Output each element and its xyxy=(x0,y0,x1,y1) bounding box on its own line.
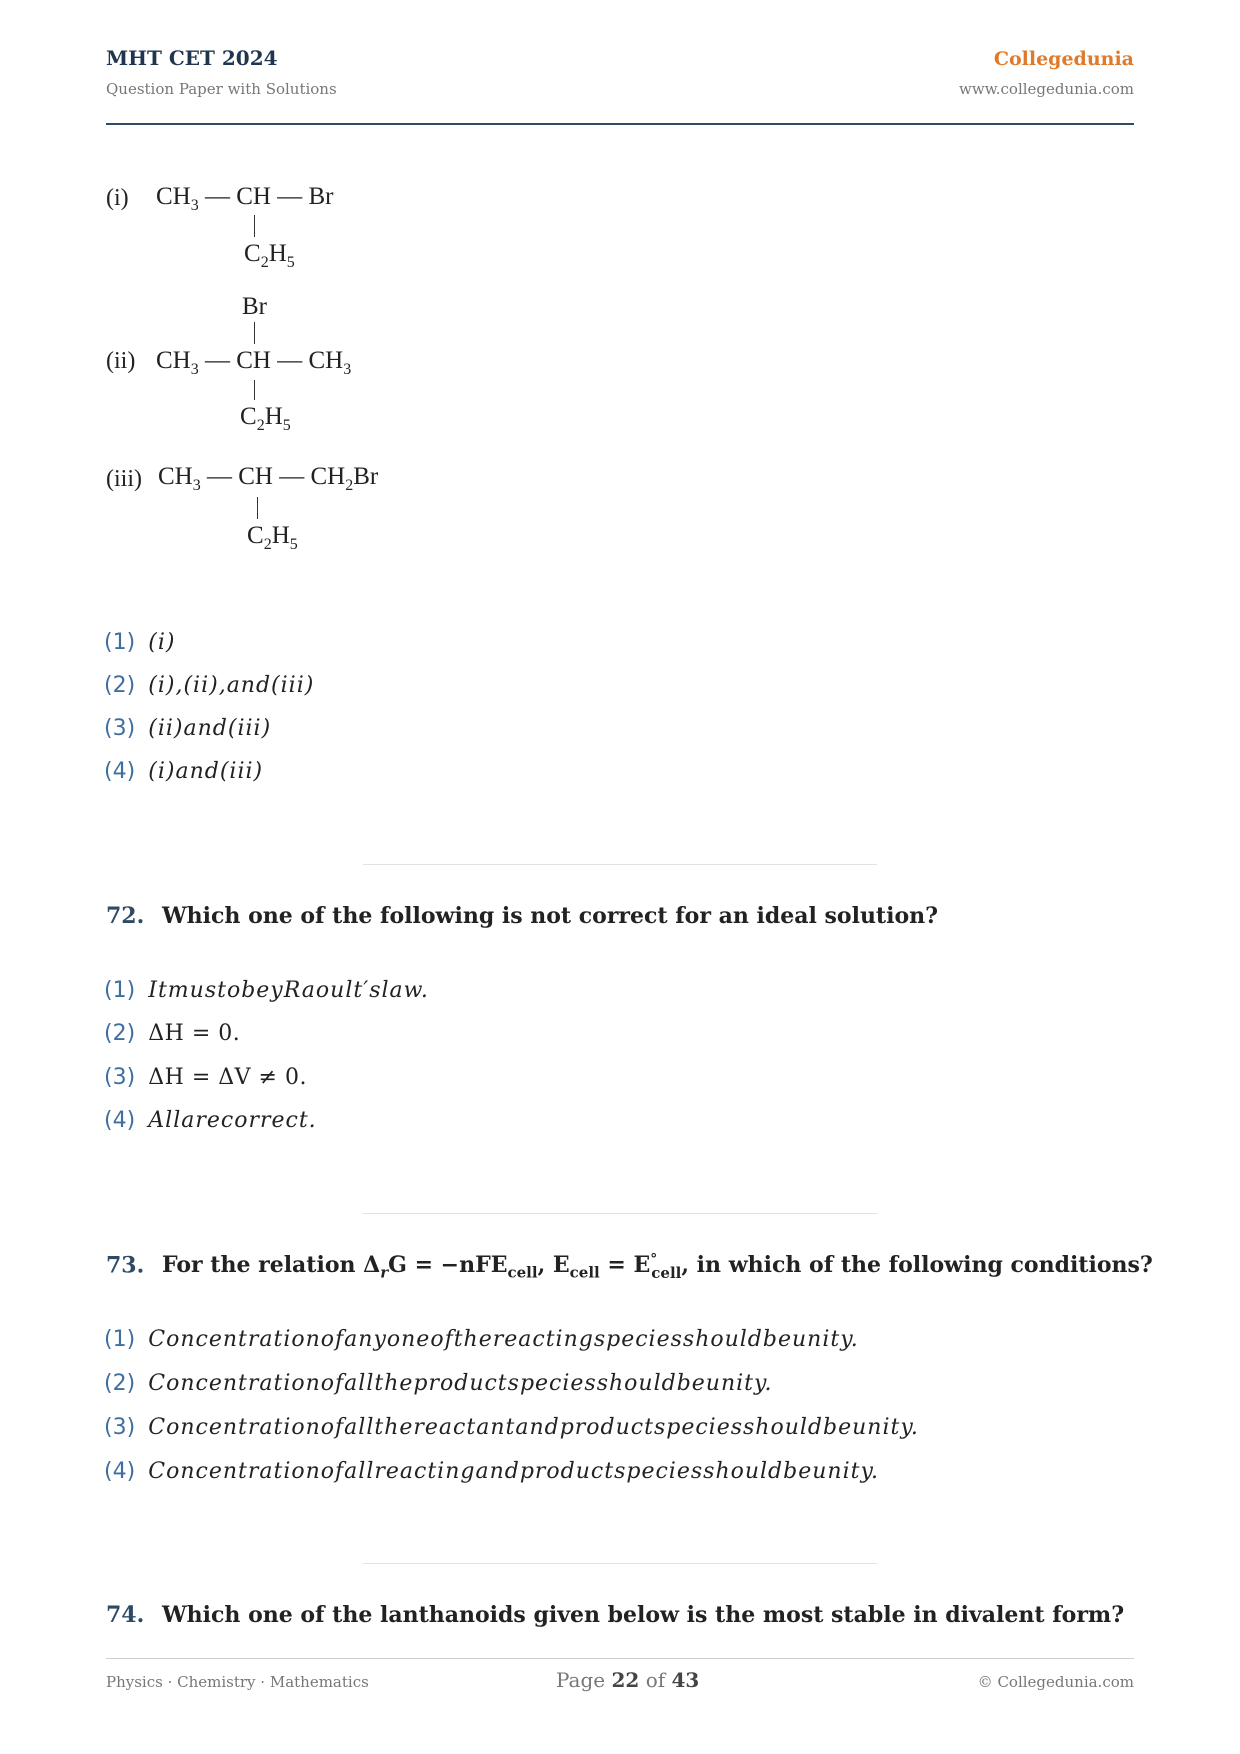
question-72 xyxy=(106,903,938,929)
bond-line xyxy=(254,380,255,400)
option-number: (4) xyxy=(104,1108,136,1133)
question-73 xyxy=(106,1252,1153,1282)
header-title: MHT CET 2024 xyxy=(106,46,278,70)
page-current: 22 xyxy=(611,1668,640,1692)
bond-line xyxy=(254,322,255,344)
substituent-c2h5: $C_2H_5$ xyxy=(247,522,298,553)
option-number: (4) xyxy=(104,759,136,784)
question-separator xyxy=(363,864,877,865)
footer-divider xyxy=(106,1658,1134,1659)
option-text: ItmustobeyRaoult′slaw. xyxy=(148,978,429,1003)
question-text: For the relation $\Delta_rG = -nFE_{cell}$, $E_{cell} = E^\circ_{cell}$, in which of the following conditions? xyxy=(161,1252,1153,1282)
structure-formula: $CH_3$ — CH — Br xyxy=(156,183,334,214)
option-number: (2) xyxy=(104,1021,136,1046)
option-text: (ii)and(iii) xyxy=(148,716,272,741)
option-row[interactable] xyxy=(104,1459,879,1484)
question-number: 74. xyxy=(106,1602,145,1628)
option-number: (1) xyxy=(104,1327,136,1352)
option-row[interactable] xyxy=(104,673,314,698)
option-number: (4) xyxy=(104,1459,136,1484)
option-number: (2) xyxy=(104,673,136,698)
option-row[interactable] xyxy=(104,759,263,784)
header-subtitle: Question Paper with Solutions xyxy=(106,80,337,98)
substituent-c2h5: $C_2H_5$ xyxy=(240,403,291,434)
option-row[interactable] xyxy=(104,978,429,1003)
question-text: Which one of the lanthanoids given below is the most stable in divalent form? xyxy=(161,1602,1125,1628)
header-brand[interactable]: Collegedunia xyxy=(993,48,1134,70)
option-row[interactable] xyxy=(104,1065,307,1090)
substituent-br: Br xyxy=(242,293,267,320)
structure-label: (i) xyxy=(106,185,129,211)
question-number: 72. xyxy=(106,903,145,929)
header-url[interactable]: www.collegedunia.com xyxy=(959,80,1134,98)
option-row[interactable] xyxy=(104,1108,317,1133)
question-74 xyxy=(106,1602,1124,1628)
option-number: (1) xyxy=(104,630,136,655)
option-number: (3) xyxy=(104,716,136,741)
option-text: ΔH = 0. xyxy=(148,1021,241,1046)
option-text: ΔH = ΔV ≠ 0. xyxy=(148,1065,307,1090)
question-separator xyxy=(363,1563,877,1564)
structure-label: (ii) xyxy=(106,348,136,374)
footer-subjects: Physics · Chemistry · Mathematics xyxy=(106,1673,369,1691)
option-number: (3) xyxy=(104,1415,136,1440)
header-divider xyxy=(106,123,1134,125)
question-number: 73. xyxy=(106,1252,145,1279)
page-indicator: Page 22 of 43 xyxy=(556,1668,700,1692)
option-row[interactable] xyxy=(104,716,271,741)
question-text: Which one of the following is not correct for an ideal solution? xyxy=(161,903,939,929)
option-text: Concentrationofalltheproductspeciesshouldbeunity. xyxy=(148,1371,773,1396)
substituent-c2h5: $C_2H_5$ xyxy=(244,240,295,271)
option-number: (3) xyxy=(104,1065,136,1090)
page-total: 43 xyxy=(671,1668,700,1692)
footer-copyright: © Collegedunia.com xyxy=(977,1673,1134,1691)
option-text: (i)and(iii) xyxy=(148,759,264,784)
option-row[interactable] xyxy=(104,1371,773,1396)
option-text: Allarecorrect. xyxy=(148,1108,317,1133)
option-row[interactable] xyxy=(104,1021,240,1046)
structure-formula: $CH_3$ — CH — $CH_3$ xyxy=(156,347,352,378)
structure-formula: $CH_3$ — CH — $CH_2Br$ xyxy=(158,463,379,494)
option-text: Concentrationofanyoneofthereactingspeciesshouldbeunity. xyxy=(148,1327,859,1352)
structure-label: (iii) xyxy=(106,466,142,492)
option-row[interactable] xyxy=(104,1327,859,1352)
option-text: Concentrationofallreactingandproductspeciesshouldbeunity. xyxy=(148,1459,879,1484)
option-number: (2) xyxy=(104,1371,136,1396)
option-text: (i) xyxy=(148,630,176,655)
option-text: Concentrationofallthereactantandproductspeciesshouldbeunity. xyxy=(148,1415,919,1440)
option-row[interactable] xyxy=(104,630,175,655)
option-text: (i),(ii),and(iii) xyxy=(148,673,315,698)
option-number: (1) xyxy=(104,978,136,1003)
bond-line xyxy=(254,215,255,237)
bond-line xyxy=(257,497,258,519)
option-row[interactable] xyxy=(104,1415,919,1440)
question-separator xyxy=(363,1213,877,1214)
